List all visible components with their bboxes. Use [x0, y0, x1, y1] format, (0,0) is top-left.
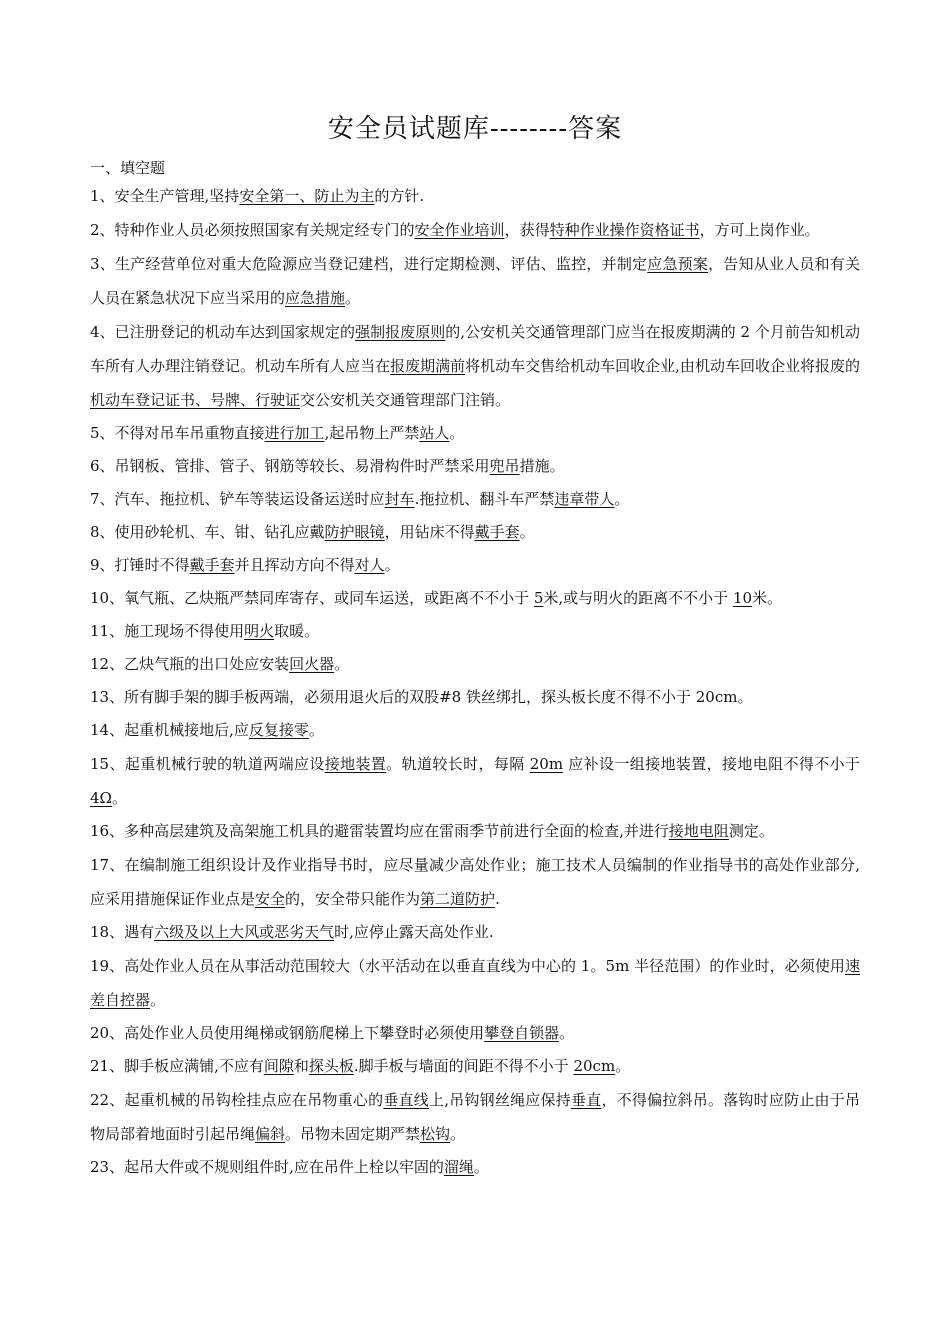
answer: 5 [533, 589, 544, 607]
answer: 戴手套 [474, 523, 520, 541]
question-14: 14、起重机械接地后,应反复接零。 [90, 721, 324, 739]
question-22: 22、起重机械的吊钩栓挂点应在吊物重心的垂直线上,吊钩钢丝绳应保持垂直，不得偏拉斜吊。落钩时应防止由于吊物局部着地面时引起吊绳偏斜。吊物未固定期严禁松钩。 [90, 1091, 860, 1143]
question-8: 8、使用砂轮机、车、钳、钻孔应戴防护眼镜，用钻床不得戴手套。 [90, 523, 535, 541]
answer: 对人 [354, 556, 385, 574]
answer: 强制报废原则 [355, 323, 446, 341]
answer: 安全 [255, 890, 286, 908]
answer: 垂直 [570, 1091, 602, 1109]
question-10: 10、氧气瓶、乙炔瓶严禁同库寄存、或同车运送，或距离不不小于 5米,或与明火的距离不不小于 10米。 [90, 589, 783, 607]
answer: 站人 [419, 424, 450, 442]
answer: 间隙 [263, 1057, 294, 1075]
answer: 垂直线 [383, 1091, 429, 1109]
question-19: 19、高处作业人员在从事活动范围较大（水平活动在以垂直直线为中心的 1。5m 半径范围）的作业时，必须使用速差自控器。 [90, 957, 860, 1009]
answer: 安全作业培训 [414, 221, 505, 239]
section-heading: 一、填空题 [90, 159, 166, 177]
answer: 回火器 [289, 655, 335, 673]
answer: 溜绳 [443, 1158, 474, 1176]
document-page [90, 100, 860, 1184]
question-17: 17、在编制施工组织设计及作业指导书时，应尽量减少高处作业；施工技术人员编制的作业指导书的高处作业部分,应采用措施保证作业点是安全的，安全带只能作为第二道防护. [90, 856, 860, 908]
answer: 明火 [244, 622, 275, 640]
question-1: 1、安全生产管理,坚持安全第一、防止为主的方针. [90, 187, 425, 205]
question-21: 21、脚手板应满铺,不应有间隙和探头板.脚手板与墙面的间距不得不小于 20cm。 [90, 1057, 631, 1075]
question-3: 3、生产经营单位对重大危险源应当登记建档，进行定期检测、评估、监控，并制定应急预案，告知从业人员和有关人员在紧急状况下应当采用的应急措施。 [90, 255, 860, 307]
question-12: 12、乙炔气瓶的出口处应安装回火器。 [90, 655, 350, 673]
answer: 报废期满前 [390, 357, 466, 375]
answer: 偏斜 [255, 1125, 286, 1143]
question-18: 18、遇有六级及以上大风或恶劣天气时,应停止露天高处作业. [90, 923, 494, 941]
answer: 第二道防护 [420, 890, 496, 908]
answer: 安全第一、防止为主 [239, 187, 375, 205]
answer: 特种作业操作资格证书 [549, 221, 700, 239]
answer: 机动车登记证书、号牌、行驶证 [90, 391, 301, 409]
document-title: 安全员试题库--------答案 [327, 114, 623, 144]
question-13: 13、所有脚手架的脚手板两端，必须用退火后的双股#8 铁丝绑扎，探头板长度不得不小于 20cm。 [90, 688, 753, 706]
answer: 松钩 [420, 1125, 451, 1143]
answer: 兜吊 [489, 457, 520, 475]
answer: 20m [529, 755, 564, 773]
answer: 4Ω [90, 789, 112, 807]
question-5: 5、不得对吊车吊重物直接进行加工,起吊物上严禁站人。 [90, 424, 465, 442]
answer: 应急措施 [285, 289, 346, 307]
answer: 封车 [384, 490, 415, 508]
question-9: 9、打锤时不得戴手套并且挥动方向不得对人。 [90, 556, 400, 574]
question-6: 6、吊钢板、管排、管子、钢筋等较长、易滑构件时严禁采用兜吊措施。 [90, 457, 565, 475]
answer: 速差自控器 [90, 957, 860, 1009]
answer: 探头板 [308, 1057, 354, 1075]
answer: 攀登自锁器 [484, 1024, 560, 1042]
question-7: 7、汽车、拖拉机、铲车等装运设备运送时应封车.拖拉机、翻斗车严禁违章带人。 [90, 490, 630, 508]
question-11: 11、施工现场不得使用明火取暖。 [90, 622, 320, 640]
answer: 接地装置 [324, 755, 387, 773]
answer: 进行加工 [264, 424, 325, 442]
question-4: 4、已注册登记的机动车达到国家规定的强制报废原则的,公安机关交通管理部门应当在报废期满的 2 个月前告知机动车所有人办理注销登记。机动车所有人应当在报废期满前将机动车交售给机动车回收企业,由机动车回收企业将报废的机动车登记证书、号牌、行驶证交公安机关交通管理部门注销。 [90, 323, 860, 409]
answer: 戴手套 [189, 556, 235, 574]
answer: 反复接零 [248, 721, 309, 739]
answer: 六级及以上大风或恶劣天气 [154, 923, 335, 941]
question-16: 16、多种高层建筑及高架施工机具的避雷装置均应在雷雨季节前进行全面的检查,并进行接地电阻测定。 [90, 822, 774, 840]
question-2: 2、特种作业人员必须按照国家有关规定经专门的安全作业培训，获得特种作业操作资格证书，方可上岗作业。 [90, 221, 820, 239]
answer: 20cm [573, 1057, 616, 1075]
answer: 违章带人 [554, 490, 615, 508]
answer: 应急预案 [647, 255, 709, 273]
question-15: 15、起重机械行驶的轨道两端应设接地装置。轨道较长时，每隔 20m 应补设一组接地装置，接地电阻不得不小于 4Ω。 [90, 755, 860, 807]
answer: 10 [732, 589, 753, 607]
answer: 接地电阻 [668, 822, 729, 840]
question-23: 23、起吊大件或不规则组件时,应在吊件上栓以牢固的溜绳。 [90, 1158, 489, 1176]
question-20: 20、高处作业人员使用绳梯或钢筋爬梯上下攀登时必须使用攀登自锁器。 [90, 1024, 575, 1042]
answer: 防护眼镜 [324, 523, 385, 541]
